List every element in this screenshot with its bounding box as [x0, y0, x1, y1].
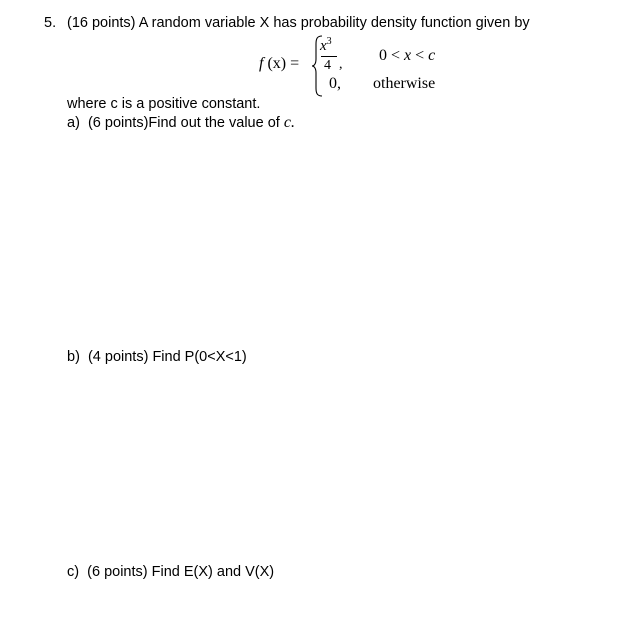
part-c-label: c) — [67, 564, 80, 580]
question-text: (16 points) A random variable X has probability density function given by — [67, 15, 530, 31]
pdf-formula — [0, 0, 621, 100]
question-number: 5. — [44, 15, 57, 31]
piece1-numerator — [320, 33, 332, 55]
function-name: f — [259, 55, 264, 72]
numerator-exponent: 3 — [326, 36, 332, 47]
part-a-text: (6 points)Find out the value of — [87, 115, 280, 131]
part-c-text: (6 points) Find E(X) and V(X) — [87, 564, 275, 580]
part-c — [67, 563, 274, 581]
where-clause: where c is a positive constant. — [67, 96, 261, 112]
function-argument: (x) = — [267, 55, 300, 72]
part-b — [67, 348, 247, 366]
part-a-label: a) — [67, 115, 80, 131]
piece1-denominator: 4 — [324, 58, 331, 73]
condition-otherwise: otherwise — [373, 75, 436, 92]
condition-range — [379, 47, 435, 65]
piece1-comma: , — [339, 57, 343, 72]
condition-lower: 0 < — [379, 47, 401, 64]
condition-variable: x — [404, 47, 412, 64]
part-b-text: (4 points) Find P(0<X<1) — [87, 349, 247, 365]
condition-operator: < — [415, 47, 425, 64]
piece2-value: 0, — [329, 75, 341, 92]
part-b-label: b) — [67, 349, 80, 365]
part-a-variable: c. — [283, 114, 295, 131]
function-label — [259, 55, 299, 73]
condition-upper: c — [428, 47, 436, 64]
numerator-variable: x — [320, 38, 327, 54]
part-a — [67, 114, 295, 132]
